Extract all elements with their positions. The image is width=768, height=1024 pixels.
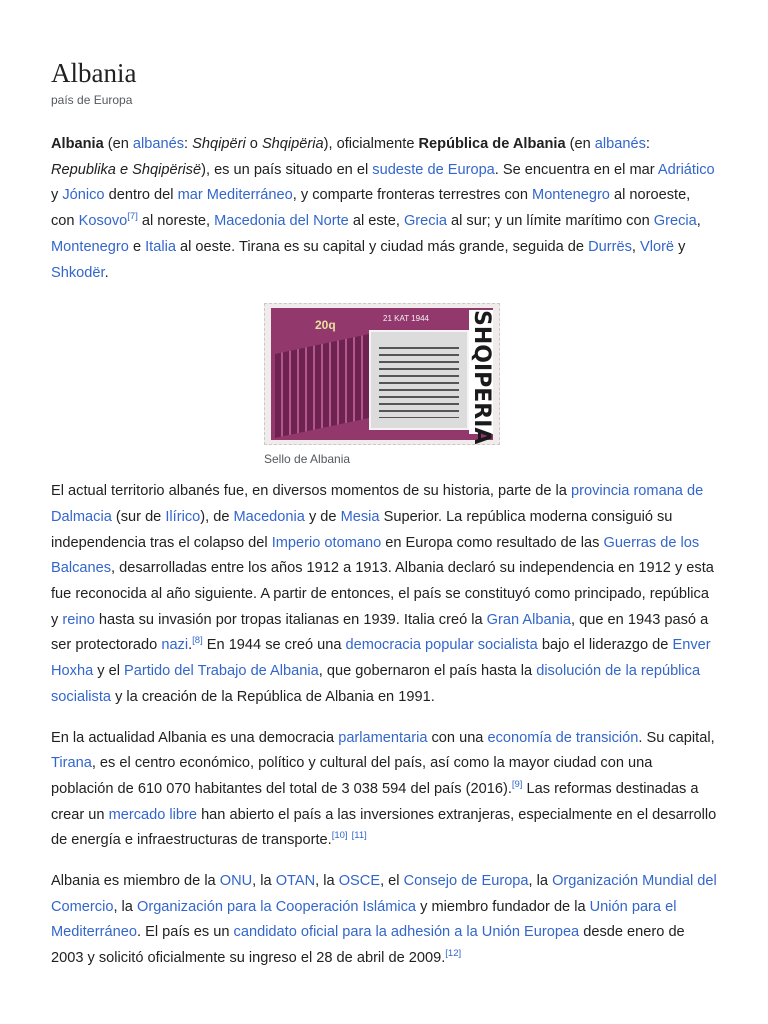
article-link[interactable]: Gran Albania — [486, 611, 572, 628]
text-run: En 1944 se creó una — [202, 637, 346, 654]
text-run: , la — [252, 873, 276, 890]
text-run: . — [104, 264, 109, 281]
text-run: , la — [315, 873, 339, 890]
article-link[interactable]: mar Mediterráneo — [177, 187, 293, 204]
text-run: . Su capital, — [638, 729, 715, 746]
plaque-illustration — [369, 330, 469, 430]
article-link[interactable]: Partido del Trabajo de Albania — [124, 663, 319, 680]
text-run: al oeste. Tirana es su capital y ciudad más grande, seguida de — [175, 238, 589, 255]
text-run: , la — [113, 898, 137, 915]
text-run: , es el centro económico, político y cultural del país, así como la mayor ciudad con una población de 610 070 habitantes del total de 3 038 594 del país (2016). — [51, 755, 653, 797]
article-link[interactable]: Tirana — [51, 755, 92, 772]
paragraph-intro — [51, 132, 717, 286]
building-illustration — [275, 334, 369, 438]
stamp-date: 21 KAT 1944 — [383, 314, 429, 324]
article-link[interactable]: Mesia — [340, 508, 380, 525]
text-run: , y comparte fronteras terrestres con — [292, 187, 533, 204]
article-link[interactable]: Grecia — [653, 213, 697, 230]
text-run: , — [696, 213, 701, 230]
citation-link[interactable]: [12] — [445, 948, 462, 960]
article-link[interactable]: Jónico — [62, 187, 105, 204]
page-subtitle: país de Europa — [51, 93, 133, 107]
text-run: y de — [304, 508, 341, 525]
article-link[interactable]: Adriático — [657, 161, 715, 178]
bold-text: República de Albania — [418, 136, 566, 152]
article-link[interactable]: Macedonia — [233, 508, 305, 525]
article-link[interactable]: Ilírico — [165, 508, 201, 525]
text-run: con una — [427, 729, 488, 746]
stamp-image[interactable] — [264, 303, 500, 445]
text-run: y el — [93, 663, 125, 680]
italic-text: Shqipëria — [261, 136, 324, 152]
article-link[interactable]: Montenegro — [532, 187, 610, 204]
article-link[interactable]: Montenegro — [51, 238, 129, 255]
text-run: desde enero de 2003 y solicitó oficialmente su ingreso el 28 de abril de 2009. — [51, 924, 685, 967]
text-run: o — [245, 136, 262, 152]
article-link[interactable]: mercado libre — [108, 806, 198, 823]
page-title: Albania — [51, 58, 137, 88]
text-run: Albania es miembro de la — [51, 873, 220, 890]
italic-text: Shqipëri — [192, 136, 246, 152]
article-link[interactable]: economía de transición — [487, 729, 639, 746]
stamp-country-text: SHQIPERIA — [469, 310, 494, 445]
text-run: y la creación de la República de Albania en 1991. — [111, 688, 435, 705]
paragraph-history — [51, 479, 717, 710]
text-run: en Europa como resultado de las — [381, 534, 604, 551]
citation-link[interactable]: [11] — [351, 830, 367, 842]
text-run: (en — [103, 136, 133, 152]
article-link[interactable]: Guerras de los Balcanes — [51, 534, 700, 577]
article-link[interactable]: Shkodër — [51, 264, 105, 281]
citation-link[interactable]: [8] — [192, 635, 203, 647]
article-link[interactable]: provincia romana de Dalmacia — [51, 483, 704, 525]
stamp-value: 20q — [315, 318, 336, 333]
citation-link[interactable]: [10] — [331, 830, 348, 842]
article-link[interactable]: democracia popular socialista — [345, 637, 538, 654]
article-link[interactable]: Enver Hoxha — [51, 637, 711, 680]
text-run: Las reformas destinadas a crear un — [51, 780, 699, 823]
text-run: . Se encuentra en el mar — [494, 161, 658, 178]
text-run: y — [51, 187, 63, 204]
text-run: ), oficialmente — [323, 136, 419, 152]
article-link[interactable]: Italia — [145, 238, 176, 255]
text-run: ), es un país situado en el — [201, 161, 373, 178]
article-link[interactable]: Consejo de Europa — [403, 873, 529, 890]
text-run: al noreste, — [137, 213, 215, 230]
text-run: ), de — [200, 508, 234, 525]
article-link[interactable]: candidato oficial para la adhesión a la Unión Europea — [233, 924, 580, 941]
text-run: : — [645, 136, 650, 152]
article-link[interactable]: Imperio otomano — [271, 534, 382, 551]
text-run: . — [188, 637, 193, 654]
article-link[interactable]: OTAN — [275, 873, 316, 890]
text-run: , que gobernaron el país hasta la — [318, 663, 537, 680]
text-run: e — [128, 238, 146, 255]
text-run: bajo el liderazgo de — [537, 637, 673, 654]
text-run: El actual territorio albanés fue, en diversos momentos de su historia, parte de la — [51, 483, 571, 500]
text-run: . El país es un — [137, 924, 234, 941]
italic-text: Republika e Shqipërisë — [51, 161, 202, 178]
text-run: : — [184, 136, 193, 152]
citation-link[interactable]: [7] — [127, 211, 138, 223]
text-run: y — [674, 238, 686, 255]
article-link[interactable]: OSCE — [338, 873, 381, 890]
article-link[interactable]: Kosovo — [78, 213, 128, 230]
text-run: al este, — [348, 213, 404, 230]
figure-stamp — [264, 303, 504, 467]
figure-caption: Sello de Albania — [264, 452, 351, 467]
text-run: al sur; y un límite marítimo con — [446, 213, 654, 230]
article-link[interactable]: parlamentaria — [338, 729, 428, 746]
bold-text: Albania — [51, 136, 104, 152]
article-link[interactable]: sudeste de Europa — [372, 161, 495, 178]
article-link[interactable]: reino — [62, 611, 95, 628]
paragraph-present — [51, 726, 717, 855]
text-run: En la actualidad Albania es una democracia — [51, 729, 339, 746]
article-link[interactable]: Grecia — [403, 213, 447, 230]
article-link[interactable]: albanés — [594, 136, 646, 152]
article-link[interactable]: Organización para la Cooperación Islámica — [136, 898, 417, 915]
text-run: , la — [528, 873, 553, 890]
article-link[interactable]: nazi — [161, 637, 189, 654]
stamp-background — [271, 308, 494, 445]
text-run: al noroeste, con — [51, 187, 691, 230]
text-run: dentro del — [104, 187, 178, 204]
text-run: (sur de — [111, 508, 166, 525]
text-run: han abierto el país a las inversiones extranjeras, especialmente en el desarrollo de energía e infraestructuras de transporte. — [51, 806, 717, 849]
text-run: , — [631, 238, 640, 255]
citation-link[interactable]: [9] — [511, 779, 523, 791]
text-run: hasta su invasión por tropas italianas en 1939. Italia creó la — [94, 611, 487, 628]
text-run: , que en 1943 pasó a ser protectorado — [51, 611, 709, 654]
article-link[interactable]: Unión para el Mediterráneo — [51, 898, 677, 941]
article-link[interactable]: Macedonia del Norte — [214, 213, 349, 230]
article-link[interactable]: disolución de la república socialista — [51, 663, 701, 705]
article-link[interactable]: Organización Mundial del Comercio — [51, 873, 717, 915]
text-run: , desarrolladas entre los años 1912 a 1913. Albania declaró su independencia en 1912 y esta fue reconocida al año siguiente. A partir de entonces, el país se constituyó como principado, república y — [51, 560, 714, 628]
article-link[interactable]: Durrës — [588, 238, 632, 255]
article-link[interactable]: Vlorë — [639, 238, 675, 255]
text-run: (en — [565, 136, 595, 152]
paragraph-membership — [51, 869, 717, 972]
article-link[interactable]: albanés — [132, 136, 185, 152]
text-run: y miembro fundador de la — [416, 898, 590, 915]
article-link[interactable]: ONU — [219, 873, 253, 890]
text-run: Superior. La república moderna consiguió su independencia tras el colapso del — [51, 508, 673, 551]
text-run: , el — [380, 873, 404, 890]
